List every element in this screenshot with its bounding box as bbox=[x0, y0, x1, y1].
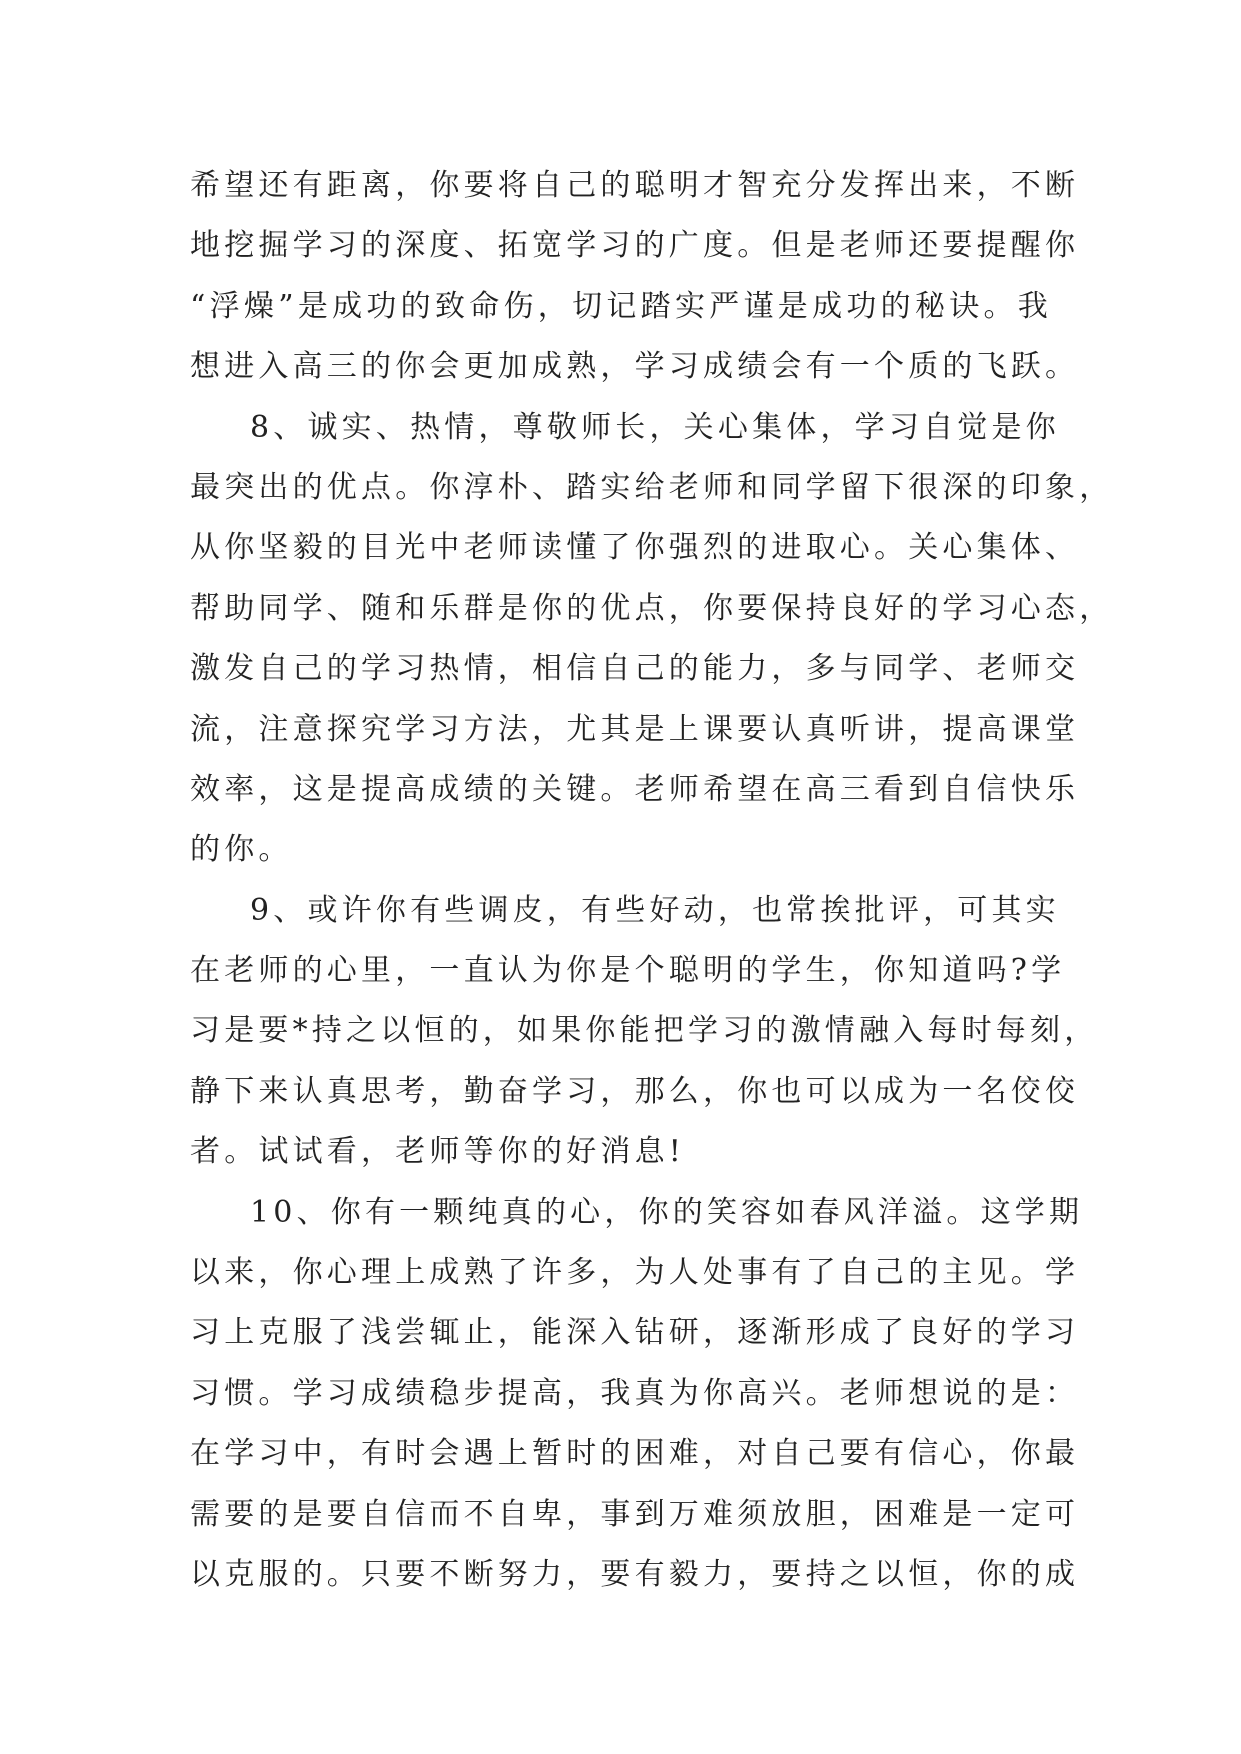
text-line: 帮助同学、随和乐群是你的优点，你要保持良好的学习心态， bbox=[190, 590, 1114, 626]
text-line: 静下来认真思考，勤奋学习，那么，你也可以成为一名佼佼 bbox=[190, 1073, 1080, 1109]
text-line: 地挖掘学习的深度、拓宽学习的广度。但是老师还要提醒你 bbox=[190, 228, 1080, 264]
text-line: 希望还有距离，你要将自己的聪明才智充分发挥出来，不断 bbox=[190, 168, 1080, 203]
text-line: 从你坚毅的目光中老师读懂了你强烈的进取心。关心集体、 bbox=[190, 530, 1080, 566]
text-line: 效率，这是提高成绩的关键。老师希望在高三看到自信快乐 bbox=[190, 771, 1080, 807]
text-line: 以克服的。只要不断努力，要有毅力，要持之以恒，你的成 bbox=[190, 1556, 1080, 1592]
text-line: 的你。 bbox=[190, 832, 293, 868]
text-line: 在老师的心里，一直认为你是个聪明的学生，你知道吗?学 bbox=[190, 953, 1066, 989]
text-line: “浮燥”是成功的致命伤，切记踏实严谨是成功的秘诀。我 bbox=[190, 288, 1052, 324]
text-line: 以来，你心理上成熟了许多，为人处事有了自己的主见。学 bbox=[190, 1255, 1080, 1291]
text-line: 想进入高三的你会更加成熟，学习成绩会有一个质的飞跃。 bbox=[190, 349, 1080, 385]
text-line: 习是要*持之以恒的，如果你能把学习的激情融入每时每刻， bbox=[190, 1013, 1099, 1049]
text-line: 9、或许你有些调皮，有些好动，也常挨批评，可其实 bbox=[250, 892, 1060, 928]
text-line: 者。试试看，老师等你的好消息! bbox=[190, 1134, 686, 1170]
document-body bbox=[190, 156, 1114, 1605]
text-line: 激发自己的学习热情，相信自己的能力，多与同学、老师交 bbox=[190, 651, 1080, 687]
text-line: 在学习中，有时会遇上暂时的困难，对自己要有信心，你最 bbox=[190, 1436, 1080, 1472]
text-line: 习上克服了浅尝辄止，能深入钻研，逐渐形成了良好的学习 bbox=[190, 1315, 1080, 1351]
text-line: 流，注意探究学习方法，尤其是上课要认真听讲，提高课堂 bbox=[190, 711, 1080, 747]
text-line: 最突出的优点。你淳朴、踏实给老师和同学留下很深的印象， bbox=[190, 469, 1114, 505]
text-line: 8、诚实、热情，尊敬师长，关心集体，学习自觉是你 bbox=[250, 409, 1060, 445]
text-line: 习惯。学习成绩稳步提高，我真为你高兴。老师想说的是： bbox=[190, 1375, 1080, 1411]
text-line: 10、你有一颗纯真的心，你的笑容如春风洋溢。这学期 bbox=[250, 1194, 1084, 1230]
text-line: 需要的是要自信而不自卑，事到万难须放胆，困难是一定可 bbox=[190, 1496, 1080, 1532]
